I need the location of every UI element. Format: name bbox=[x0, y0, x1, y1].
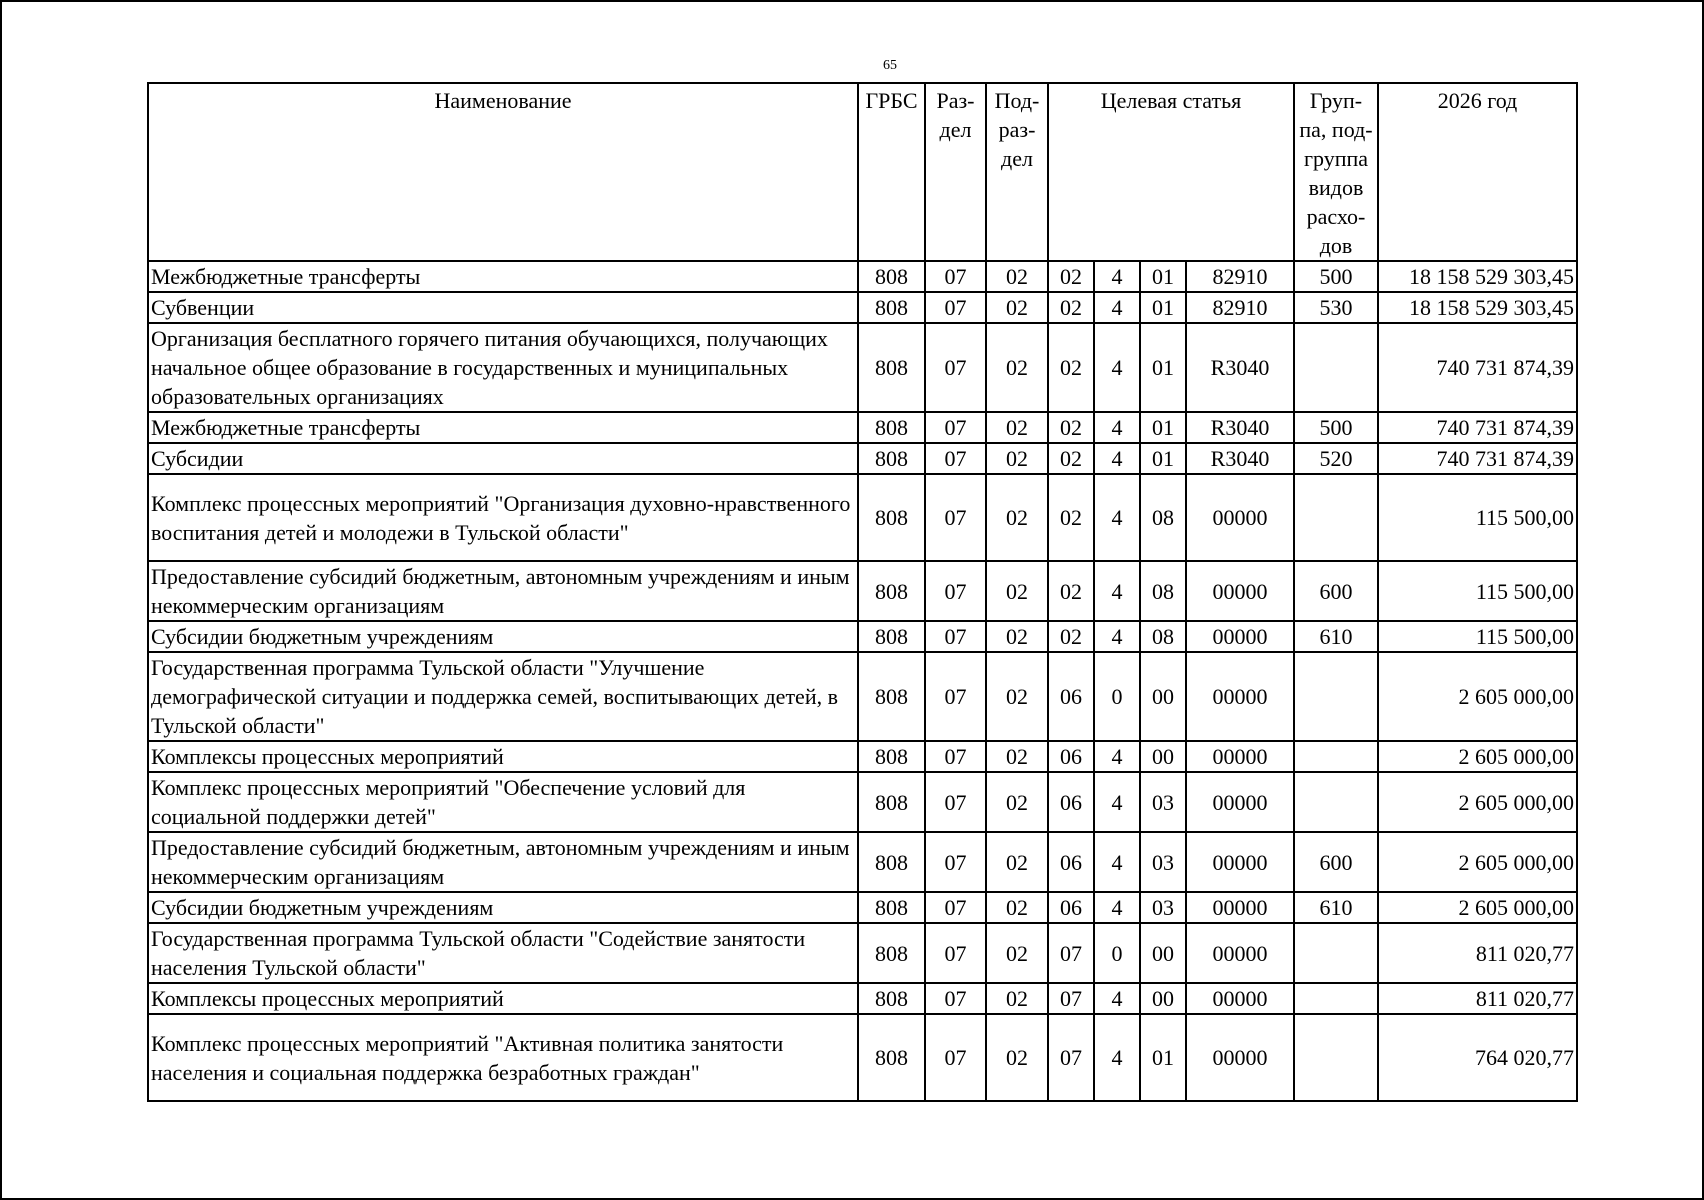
row-expense-group bbox=[1294, 652, 1378, 741]
row-target-direction: 00000 bbox=[1186, 741, 1294, 772]
row-amount: 740 731 874,39 bbox=[1378, 443, 1577, 474]
row-target-direction: 00000 bbox=[1186, 621, 1294, 652]
row-target-program: 06 bbox=[1048, 892, 1094, 923]
table-row bbox=[148, 741, 1577, 772]
row-target-type: 4 bbox=[1094, 292, 1140, 323]
row-expense-group: 500 bbox=[1294, 412, 1378, 443]
row-target-subprogram: 01 bbox=[1140, 261, 1186, 292]
row-podrazdel: 02 bbox=[986, 261, 1048, 292]
row-target-program: 02 bbox=[1048, 474, 1094, 561]
row-razdel: 07 bbox=[925, 443, 986, 474]
row-amount: 2 605 000,00 bbox=[1378, 892, 1577, 923]
row-expense-group: 600 bbox=[1294, 832, 1378, 892]
row-grbs: 808 bbox=[858, 292, 925, 323]
row-razdel: 07 bbox=[925, 772, 986, 832]
row-amount: 18 158 529 303,45 bbox=[1378, 292, 1577, 323]
row-target-direction: 00000 bbox=[1186, 892, 1294, 923]
row-podrazdel: 02 bbox=[986, 474, 1048, 561]
row-target-program: 07 bbox=[1048, 983, 1094, 1014]
row-grbs: 808 bbox=[858, 772, 925, 832]
row-expense-group bbox=[1294, 741, 1378, 772]
row-target-direction: 00000 bbox=[1186, 832, 1294, 892]
row-target-program: 07 bbox=[1048, 1014, 1094, 1101]
row-target-direction: 00000 bbox=[1186, 652, 1294, 741]
row-amount: 115 500,00 bbox=[1378, 621, 1577, 652]
row-target-direction: R3040 bbox=[1186, 412, 1294, 443]
row-expense-group: 520 bbox=[1294, 443, 1378, 474]
row-target-type: 4 bbox=[1094, 443, 1140, 474]
table-row bbox=[148, 832, 1577, 892]
table-row bbox=[148, 443, 1577, 474]
row-target-program: 06 bbox=[1048, 832, 1094, 892]
row-name: Государственная программа Тульской области "Улучшение демографической ситуации и поддержка семей, воспитывающих детей, в Тульской области" bbox=[148, 652, 858, 741]
row-target-subprogram: 03 bbox=[1140, 892, 1186, 923]
row-amount: 2 605 000,00 bbox=[1378, 652, 1577, 741]
row-target-subprogram: 00 bbox=[1140, 652, 1186, 741]
row-amount: 115 500,00 bbox=[1378, 474, 1577, 561]
row-target-subprogram: 08 bbox=[1140, 474, 1186, 561]
row-podrazdel: 02 bbox=[986, 832, 1048, 892]
row-target-subprogram: 01 bbox=[1140, 1014, 1186, 1101]
header-row bbox=[148, 83, 1577, 261]
table-row bbox=[148, 892, 1577, 923]
row-razdel: 07 bbox=[925, 474, 986, 561]
row-grbs: 808 bbox=[858, 261, 925, 292]
row-name: Субсидии бюджетным учреждениям bbox=[148, 892, 858, 923]
table-row bbox=[148, 474, 1577, 561]
table-row bbox=[148, 561, 1577, 621]
row-target-program: 02 bbox=[1048, 323, 1094, 412]
row-target-program: 06 bbox=[1048, 741, 1094, 772]
row-name: Межбюджетные трансферты bbox=[148, 261, 858, 292]
row-amount: 2 605 000,00 bbox=[1378, 772, 1577, 832]
row-grbs: 808 bbox=[858, 323, 925, 412]
row-expense-group: 610 bbox=[1294, 621, 1378, 652]
row-target-subprogram: 03 bbox=[1140, 832, 1186, 892]
row-grbs: 808 bbox=[858, 832, 925, 892]
row-amount: 115 500,00 bbox=[1378, 561, 1577, 621]
row-target-program: 06 bbox=[1048, 652, 1094, 741]
header-razdel: Раз- дел bbox=[925, 83, 986, 261]
table-row bbox=[148, 621, 1577, 652]
row-target-direction: 00000 bbox=[1186, 561, 1294, 621]
row-podrazdel: 02 bbox=[986, 323, 1048, 412]
row-expense-group: 500 bbox=[1294, 261, 1378, 292]
row-name: Комплекс процессных мероприятий "Организация духовно-нравственного воспитания детей и молодежи в Тульской области" bbox=[148, 474, 858, 561]
row-name: Комплекс процессных мероприятий "Обеспечение условий для социальной поддержки детей" bbox=[148, 772, 858, 832]
row-podrazdel: 02 bbox=[986, 983, 1048, 1014]
row-target-subprogram: 01 bbox=[1140, 323, 1186, 412]
row-podrazdel: 02 bbox=[986, 412, 1048, 443]
row-podrazdel: 02 bbox=[986, 443, 1048, 474]
row-target-direction: 00000 bbox=[1186, 923, 1294, 983]
row-expense-group bbox=[1294, 474, 1378, 561]
row-name: Субвенции bbox=[148, 292, 858, 323]
row-target-subprogram: 01 bbox=[1140, 412, 1186, 443]
row-target-program: 02 bbox=[1048, 621, 1094, 652]
row-target-direction: 00000 bbox=[1186, 1014, 1294, 1101]
row-razdel: 07 bbox=[925, 261, 986, 292]
row-podrazdel: 02 bbox=[986, 892, 1048, 923]
row-target-type: 4 bbox=[1094, 892, 1140, 923]
row-podrazdel: 02 bbox=[986, 741, 1048, 772]
row-razdel: 07 bbox=[925, 892, 986, 923]
row-target-subprogram: 08 bbox=[1140, 621, 1186, 652]
row-target-type: 0 bbox=[1094, 652, 1140, 741]
row-name: Государственная программа Тульской области "Содействие занятости населения Тульской области" bbox=[148, 923, 858, 983]
row-grbs: 808 bbox=[858, 621, 925, 652]
row-grbs: 808 bbox=[858, 652, 925, 741]
header-name: Наименование bbox=[148, 83, 858, 261]
row-grbs: 808 bbox=[858, 983, 925, 1014]
row-grbs: 808 bbox=[858, 923, 925, 983]
header-grbs: ГРБС bbox=[858, 83, 925, 261]
table-row bbox=[148, 1014, 1577, 1101]
row-amount: 2 605 000,00 bbox=[1378, 832, 1577, 892]
row-target-type: 4 bbox=[1094, 412, 1140, 443]
row-amount: 740 731 874,39 bbox=[1378, 323, 1577, 412]
row-target-type: 4 bbox=[1094, 474, 1140, 561]
row-razdel: 07 bbox=[925, 292, 986, 323]
row-target-program: 02 bbox=[1048, 261, 1094, 292]
row-target-subprogram: 08 bbox=[1140, 561, 1186, 621]
row-target-subprogram: 03 bbox=[1140, 772, 1186, 832]
row-target-type: 4 bbox=[1094, 261, 1140, 292]
row-target-type: 4 bbox=[1094, 561, 1140, 621]
row-target-program: 02 bbox=[1048, 292, 1094, 323]
header-podrazdel: Под- раз- дел bbox=[986, 83, 1048, 261]
table-row bbox=[148, 983, 1577, 1014]
row-grbs: 808 bbox=[858, 412, 925, 443]
row-expense-group bbox=[1294, 1014, 1378, 1101]
row-name: Предоставление субсидий бюджетным, автономным учреждениям и иным некоммерческим организациям bbox=[148, 832, 858, 892]
row-expense-group bbox=[1294, 323, 1378, 412]
row-podrazdel: 02 bbox=[986, 621, 1048, 652]
row-name: Комплексы процессных мероприятий bbox=[148, 741, 858, 772]
row-target-program: 06 bbox=[1048, 772, 1094, 832]
row-name: Организация бесплатного горячего питания обучающихся, получающих начальное общее образование в государственных и муниципальных образовательных организациях bbox=[148, 323, 858, 412]
row-grbs: 808 bbox=[858, 474, 925, 561]
header-target-article: Целевая статья bbox=[1048, 83, 1294, 261]
row-target-program: 02 bbox=[1048, 443, 1094, 474]
row-amount: 811 020,77 bbox=[1378, 923, 1577, 983]
row-razdel: 07 bbox=[925, 621, 986, 652]
row-name: Субсидии bbox=[148, 443, 858, 474]
row-name: Комплексы процессных мероприятий bbox=[148, 983, 858, 1014]
row-expense-group bbox=[1294, 983, 1378, 1014]
row-target-direction: 82910 bbox=[1186, 292, 1294, 323]
row-target-type: 0 bbox=[1094, 923, 1140, 983]
row-razdel: 07 bbox=[925, 652, 986, 741]
row-target-program: 02 bbox=[1048, 412, 1094, 443]
row-target-direction: R3040 bbox=[1186, 323, 1294, 412]
row-podrazdel: 02 bbox=[986, 923, 1048, 983]
budget-table bbox=[147, 82, 1578, 1102]
row-target-type: 4 bbox=[1094, 323, 1140, 412]
table-row bbox=[148, 323, 1577, 412]
row-razdel: 07 bbox=[925, 561, 986, 621]
row-amount: 18 158 529 303,45 bbox=[1378, 261, 1577, 292]
row-razdel: 07 bbox=[925, 832, 986, 892]
row-target-direction: R3040 bbox=[1186, 443, 1294, 474]
row-target-subprogram: 00 bbox=[1140, 923, 1186, 983]
row-target-type: 4 bbox=[1094, 741, 1140, 772]
table-row bbox=[148, 923, 1577, 983]
row-target-program: 02 bbox=[1048, 561, 1094, 621]
row-expense-group: 600 bbox=[1294, 561, 1378, 621]
row-razdel: 07 bbox=[925, 923, 986, 983]
header-expense-group: Груп- па, под- группа видов расхо- дов bbox=[1294, 83, 1378, 261]
row-expense-group bbox=[1294, 923, 1378, 983]
row-target-subprogram: 01 bbox=[1140, 443, 1186, 474]
row-target-subprogram: 00 bbox=[1140, 983, 1186, 1014]
table-row bbox=[148, 772, 1577, 832]
row-name: Предоставление субсидий бюджетным, автономным учреждениям и иным некоммерческим организациям bbox=[148, 561, 858, 621]
row-target-subprogram: 01 bbox=[1140, 292, 1186, 323]
row-grbs: 808 bbox=[858, 892, 925, 923]
header-year: 2026 год bbox=[1378, 83, 1577, 261]
row-expense-group bbox=[1294, 772, 1378, 832]
row-target-direction: 00000 bbox=[1186, 772, 1294, 832]
row-razdel: 07 bbox=[925, 741, 986, 772]
row-target-type: 4 bbox=[1094, 772, 1140, 832]
page-number: 65 bbox=[883, 58, 897, 73]
row-target-subprogram: 00 bbox=[1140, 741, 1186, 772]
row-podrazdel: 02 bbox=[986, 652, 1048, 741]
row-razdel: 07 bbox=[925, 983, 986, 1014]
row-podrazdel: 02 bbox=[986, 561, 1048, 621]
row-grbs: 808 bbox=[858, 741, 925, 772]
row-razdel: 07 bbox=[925, 412, 986, 443]
row-grbs: 808 bbox=[858, 561, 925, 621]
row-target-type: 4 bbox=[1094, 621, 1140, 652]
row-podrazdel: 02 bbox=[986, 1014, 1048, 1101]
row-expense-group: 610 bbox=[1294, 892, 1378, 923]
row-target-direction: 00000 bbox=[1186, 474, 1294, 561]
table-row bbox=[148, 412, 1577, 443]
row-target-direction: 00000 bbox=[1186, 983, 1294, 1014]
row-amount: 740 731 874,39 bbox=[1378, 412, 1577, 443]
row-grbs: 808 bbox=[858, 1014, 925, 1101]
row-amount: 2 605 000,00 bbox=[1378, 741, 1577, 772]
row-amount: 764 020,77 bbox=[1378, 1014, 1577, 1101]
row-podrazdel: 02 bbox=[986, 772, 1048, 832]
row-amount: 811 020,77 bbox=[1378, 983, 1577, 1014]
table-row bbox=[148, 292, 1577, 323]
table-row bbox=[148, 652, 1577, 741]
row-name: Комплекс процессных мероприятий "Активная политика занятости населения и социальная поддержка безработных граждан" bbox=[148, 1014, 858, 1101]
row-razdel: 07 bbox=[925, 1014, 986, 1101]
row-podrazdel: 02 bbox=[986, 292, 1048, 323]
row-grbs: 808 bbox=[858, 443, 925, 474]
table-row bbox=[148, 261, 1577, 292]
row-target-type: 4 bbox=[1094, 832, 1140, 892]
row-expense-group: 530 bbox=[1294, 292, 1378, 323]
table-body bbox=[148, 261, 1577, 1101]
row-name: Субсидии бюджетным учреждениям bbox=[148, 621, 858, 652]
row-name: Межбюджетные трансферты bbox=[148, 412, 858, 443]
row-target-type: 4 bbox=[1094, 1014, 1140, 1101]
row-target-type: 4 bbox=[1094, 983, 1140, 1014]
row-razdel: 07 bbox=[925, 323, 986, 412]
row-target-program: 07 bbox=[1048, 923, 1094, 983]
row-target-direction: 82910 bbox=[1186, 261, 1294, 292]
